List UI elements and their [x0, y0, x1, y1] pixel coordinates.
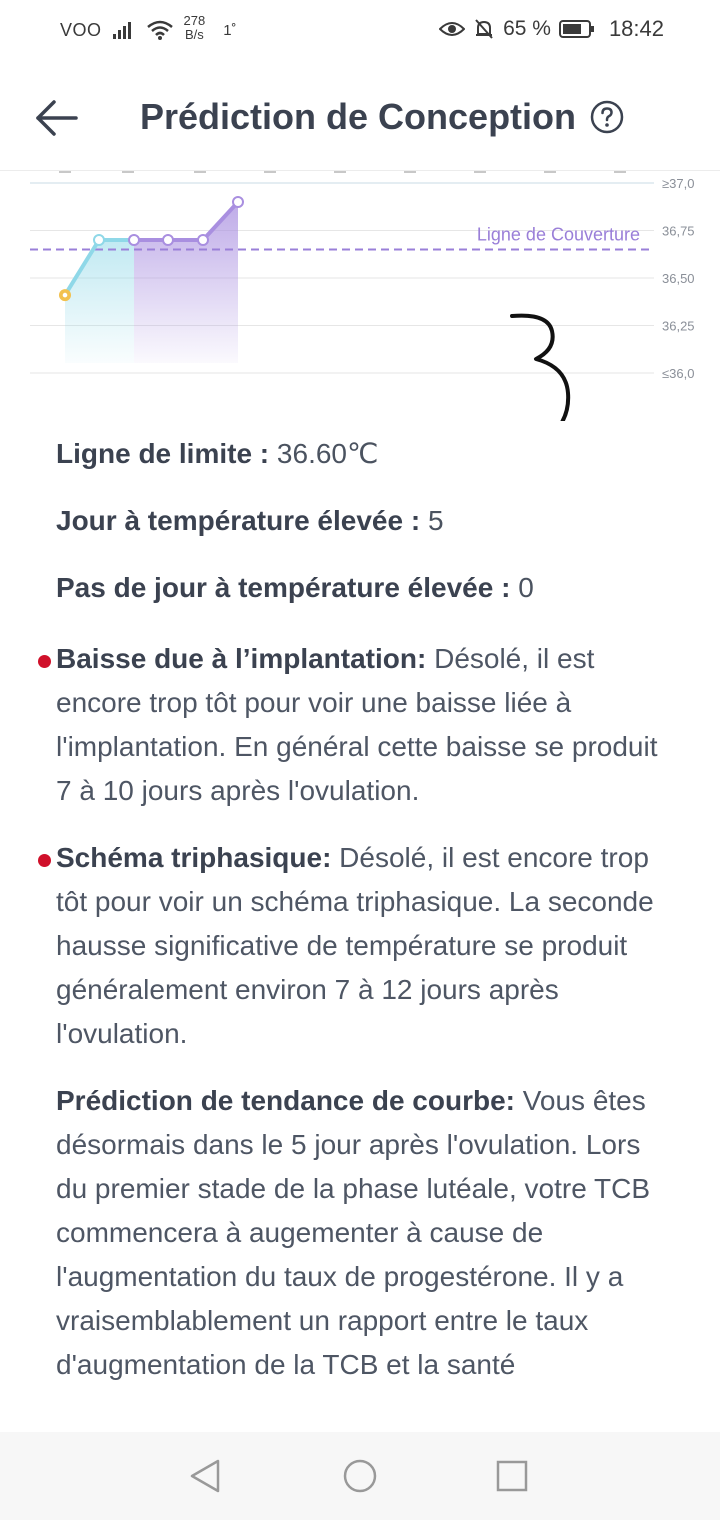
coverline-label: Ligne de Couverture: [476, 224, 640, 245]
pre-ovulation-area: [65, 240, 134, 363]
battery-percent: 65 %: [503, 17, 551, 40]
temperature-chart[interactable]: [0, 171, 720, 421]
cropped-date-label: [544, 171, 556, 173]
back-button[interactable]: [28, 90, 84, 146]
prediction-details: [56, 436, 666, 1410]
nav-home-icon: [340, 1456, 380, 1496]
system-nav-bar: [0, 1432, 720, 1520]
page-title: Prédiction de Conception: [140, 96, 577, 137]
arrow-left-icon: [28, 90, 84, 146]
post-ovulation-area: [134, 202, 238, 363]
y-tick-label: 36,25: [662, 318, 695, 334]
nav-recents-icon: [492, 1456, 532, 1496]
net-speed-unit: B/s: [184, 27, 204, 42]
cropped-date-label: [59, 171, 71, 173]
handwritten-three-drawing: [512, 316, 568, 421]
data-point: [163, 235, 173, 245]
y-tick-label: 36,50: [662, 271, 695, 286]
implantation-text: Désolé, il est encore trop tôt pour voir une baisse liée à l'implantation. En général cette baisse se produit 7 à 10 jours après l'ovulation.: [56, 643, 658, 806]
cropped-date-label: [474, 171, 486, 173]
status-right: [439, 16, 664, 42]
no-high-temp-days-value: 0: [518, 572, 534, 603]
trend-section: [56, 1079, 666, 1387]
app-header: [0, 62, 720, 171]
ovulation-marker-center: [63, 293, 68, 298]
nav-back-icon: [186, 1456, 226, 1496]
y-tick-label: ≤36,0: [662, 366, 695, 381]
battery-icon: [559, 19, 595, 39]
trend-title: Prédiction de tendance de courbe:: [56, 1085, 515, 1116]
trend-text: Vous êtes désormais dans le 5 jour après l'ovulation. Lors du premier stade de la phase lutéale, votre TCB commencera à augementer à cause de l'augmentation du taux de progestérone. Il y a vraisemblablement un rapport entre le taux d'augmentation de la TCB et la santé: [56, 1085, 651, 1380]
no-high-temp-days-stat: [56, 570, 666, 606]
limit-line-stat: [56, 436, 666, 472]
high-temp-days-stat: [56, 503, 666, 539]
red-bullet-icon: [38, 854, 51, 867]
cropped-date-label: [122, 171, 134, 173]
high-temp-days-label: Jour à température élevée :: [56, 505, 428, 536]
y-tick-label: 36,75: [662, 223, 695, 239]
data-point: [129, 235, 139, 245]
help-button[interactable]: [590, 100, 624, 134]
status-left: [60, 13, 237, 42]
high-temp-days-value: 5: [427, 505, 444, 536]
question-circle-icon: [590, 100, 624, 134]
triphasic-text: Désolé, il est encore trop tôt pour voir un schéma triphasique. La seconde hausse significative de température se produit généralement environ 7 à 12 jours après l'ovulation.: [56, 842, 654, 1049]
triphasic-section: [56, 836, 666, 1056]
nav-recents-button[interactable]: [492, 1456, 532, 1496]
signal-icon: [112, 20, 136, 40]
nav-back-button[interactable]: [186, 1456, 226, 1496]
implantation-section: [56, 637, 666, 813]
eye-icon: [439, 19, 465, 39]
carrier-label: VOO: [60, 19, 102, 40]
limit-line-value: 36.60℃: [276, 438, 379, 469]
status-bar: [0, 0, 720, 62]
cropped-date-label: [334, 171, 346, 173]
net-speed: [184, 14, 206, 42]
limit-line-label: Ligne de limite :: [56, 438, 277, 469]
nav-home-button[interactable]: [340, 1456, 380, 1496]
wifi-icon: [146, 19, 174, 41]
red-bullet-icon: [38, 655, 51, 668]
triphasic-title: Schéma triphasique:: [56, 842, 332, 873]
data-point: [94, 235, 104, 245]
clock: 18:42: [608, 16, 664, 41]
net-speed-value: 278: [183, 13, 206, 28]
bell-off-icon: [473, 18, 495, 40]
cropped-date-label: [404, 171, 416, 173]
no-high-temp-days-label: Pas de jour à température élevée :: [56, 572, 519, 603]
chart-canvas: [0, 171, 720, 421]
cropped-date-label: [194, 171, 206, 173]
cropped-date-label: [264, 171, 276, 173]
implantation-title: Baisse due à l’implantation:: [56, 643, 427, 674]
y-tick-label: ≥37,0: [662, 176, 695, 191]
cropped-date-label: [614, 171, 626, 173]
data-point: [198, 235, 208, 245]
status-extra: 1˚: [223, 21, 237, 39]
data-point: [233, 197, 243, 207]
